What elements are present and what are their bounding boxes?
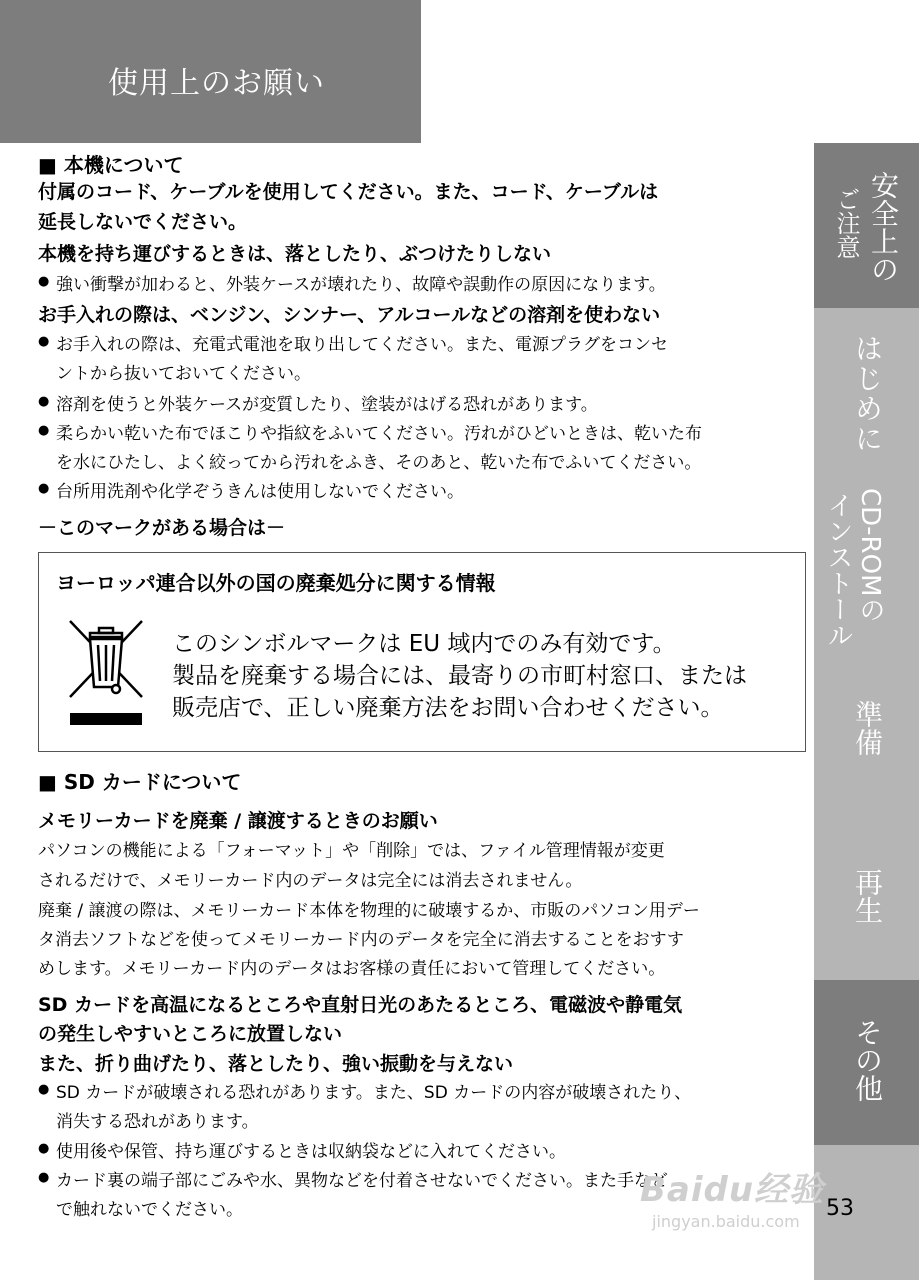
bullet-text: 柔らかい乾いた布でほこりや指紋をふいてください。汚れがひどいときは、乾いた布	[56, 424, 702, 444]
tab-introduction[interactable]	[814, 308, 919, 472]
bullet-text: カード裏の端子部にごみや水、異物などを付着させないでください。また手など	[56, 1171, 668, 1191]
bullet-icon: ●	[38, 1082, 50, 1097]
mark-caption: －このマークがある場合は－	[38, 517, 286, 539]
watermark-brand: Baidu经验	[640, 1170, 825, 1210]
notice-text: 販売店で、正しい廃棄方法をお問い合わせください。	[172, 695, 724, 721]
subheading: お手入れの際は、ベンジン、シンナー、アルコールなどの溶剤を使わない	[38, 304, 661, 326]
text: タ消去ソフトなどを使ってメモリーカード内のデータを完全に消去することをおすす	[38, 930, 684, 950]
bullet-text: で触れないでください。	[56, 1200, 243, 1220]
bullet-icon: ●	[38, 1141, 50, 1156]
notice-heading: ヨーロッパ連合以外の国の廃棄処分に関する情報	[56, 571, 496, 595]
notice-text: このシンボルマークは EU 域内でのみ有効です。	[172, 631, 676, 657]
text: めします。メモリーカード内のデータはお客様の責任において管理してください。	[38, 959, 666, 979]
subheading: SD カードを高温になるところや直射日光のあたるところ、電磁波や静電気	[38, 994, 683, 1016]
section-tabs	[814, 0, 919, 1280]
tab-cdrom-label-2: インストール	[823, 492, 853, 648]
tab-safety-label-1: 安全上の	[867, 171, 900, 283]
notice-text: 製品を廃棄する場合には、最寄りの市町村窓口、または	[172, 663, 747, 689]
page-number: 53	[826, 1196, 854, 1221]
text: 付属のコード、ケーブルを使用してください。また、コード、ケーブルは	[38, 181, 659, 203]
subheading: メモリーカードを廃棄 / 譲渡するときのお願い	[38, 810, 438, 832]
bullet-text: 消失する恐れがあります。	[56, 1112, 259, 1132]
tab-safety-label-2: ご注意	[832, 187, 860, 259]
bullet-icon: ●	[38, 423, 50, 438]
bullet-text: お手入れの際は、充電式電池を取り出してください。また、電源プラグをコンセ	[56, 335, 668, 355]
bullet-text: 強い衝撃が加わると、外装ケースが壊れたり、故障や誤動作の原因になります。	[56, 275, 666, 295]
tab-introduction-label: はじめに	[851, 334, 884, 454]
section-sd-heading: ■ SD カードについて	[38, 770, 242, 794]
bullet-text: を水にひたし、よく絞ってから汚れをふき、そのあと、乾いた布でふいてください。	[56, 453, 702, 473]
tab-other-label: その他	[851, 1018, 884, 1102]
page-title: 使用上のお願い	[108, 66, 325, 101]
weee-bin-icon	[66, 619, 146, 731]
bullet-icon: ●	[38, 334, 50, 349]
text: パソコンの機能による「フォーマット」や「削除」では、ファイル管理情報が変更	[38, 841, 665, 861]
tab-playback-label: 再生	[851, 868, 884, 924]
weee-notice-box	[38, 552, 806, 752]
bullet-text: 溶剤を使うと外装ケースが変質したり、塗装がはげる恐れがあります。	[56, 395, 598, 415]
tab-cdrom-label-1: CD-ROMの	[855, 488, 885, 623]
watermark-url: jingyan.baidu.com	[652, 1212, 800, 1231]
bullet-icon: ●	[38, 1170, 50, 1185]
section-device-heading: ■ 本機について	[38, 153, 184, 177]
bullet-icon: ●	[38, 394, 50, 409]
subheading: 本機を持ち運びするときは、落としたり、ぶつけたりしない	[38, 243, 552, 265]
subheading: また、折り曲げたり、落としたり、強い振動を与えない	[38, 1053, 514, 1075]
tab-preparation-label: 準備	[851, 700, 884, 756]
tab-other[interactable]	[814, 980, 919, 1145]
tab-preparation[interactable]	[814, 660, 919, 820]
bullet-icon: ●	[38, 481, 50, 496]
bullet-icon: ●	[38, 274, 50, 289]
bullet-text: SD カードが破壊される恐れがあります。また、SD カードの内容が破壊されたり、	[56, 1083, 692, 1103]
tab-playback[interactable]	[814, 820, 919, 980]
text: されるだけで、メモリーカード内のデータは完全には消去されません。	[38, 871, 583, 891]
tab-cdrom-install[interactable]	[814, 472, 919, 660]
watermark	[640, 1162, 825, 1231]
tab-safety[interactable]	[814, 143, 919, 308]
bullet-text: 台所用洗剤や化学ぞうきんは使用しないでください。	[56, 482, 464, 502]
bullet-text: ントから抜いておいてください。	[56, 364, 311, 384]
subheading: の発生しやすいところに放置しない	[38, 1023, 343, 1045]
bullet-text: 使用後や保管、持ち運びするときは収納袋などに入れてください。	[56, 1142, 566, 1162]
page-header	[0, 0, 421, 143]
text: 延長しないでください。	[38, 211, 248, 233]
text: 廃棄 / 譲渡の際は、メモリーカード本体を物理的に破壊するか、市販のパソコン用デー	[38, 901, 700, 921]
